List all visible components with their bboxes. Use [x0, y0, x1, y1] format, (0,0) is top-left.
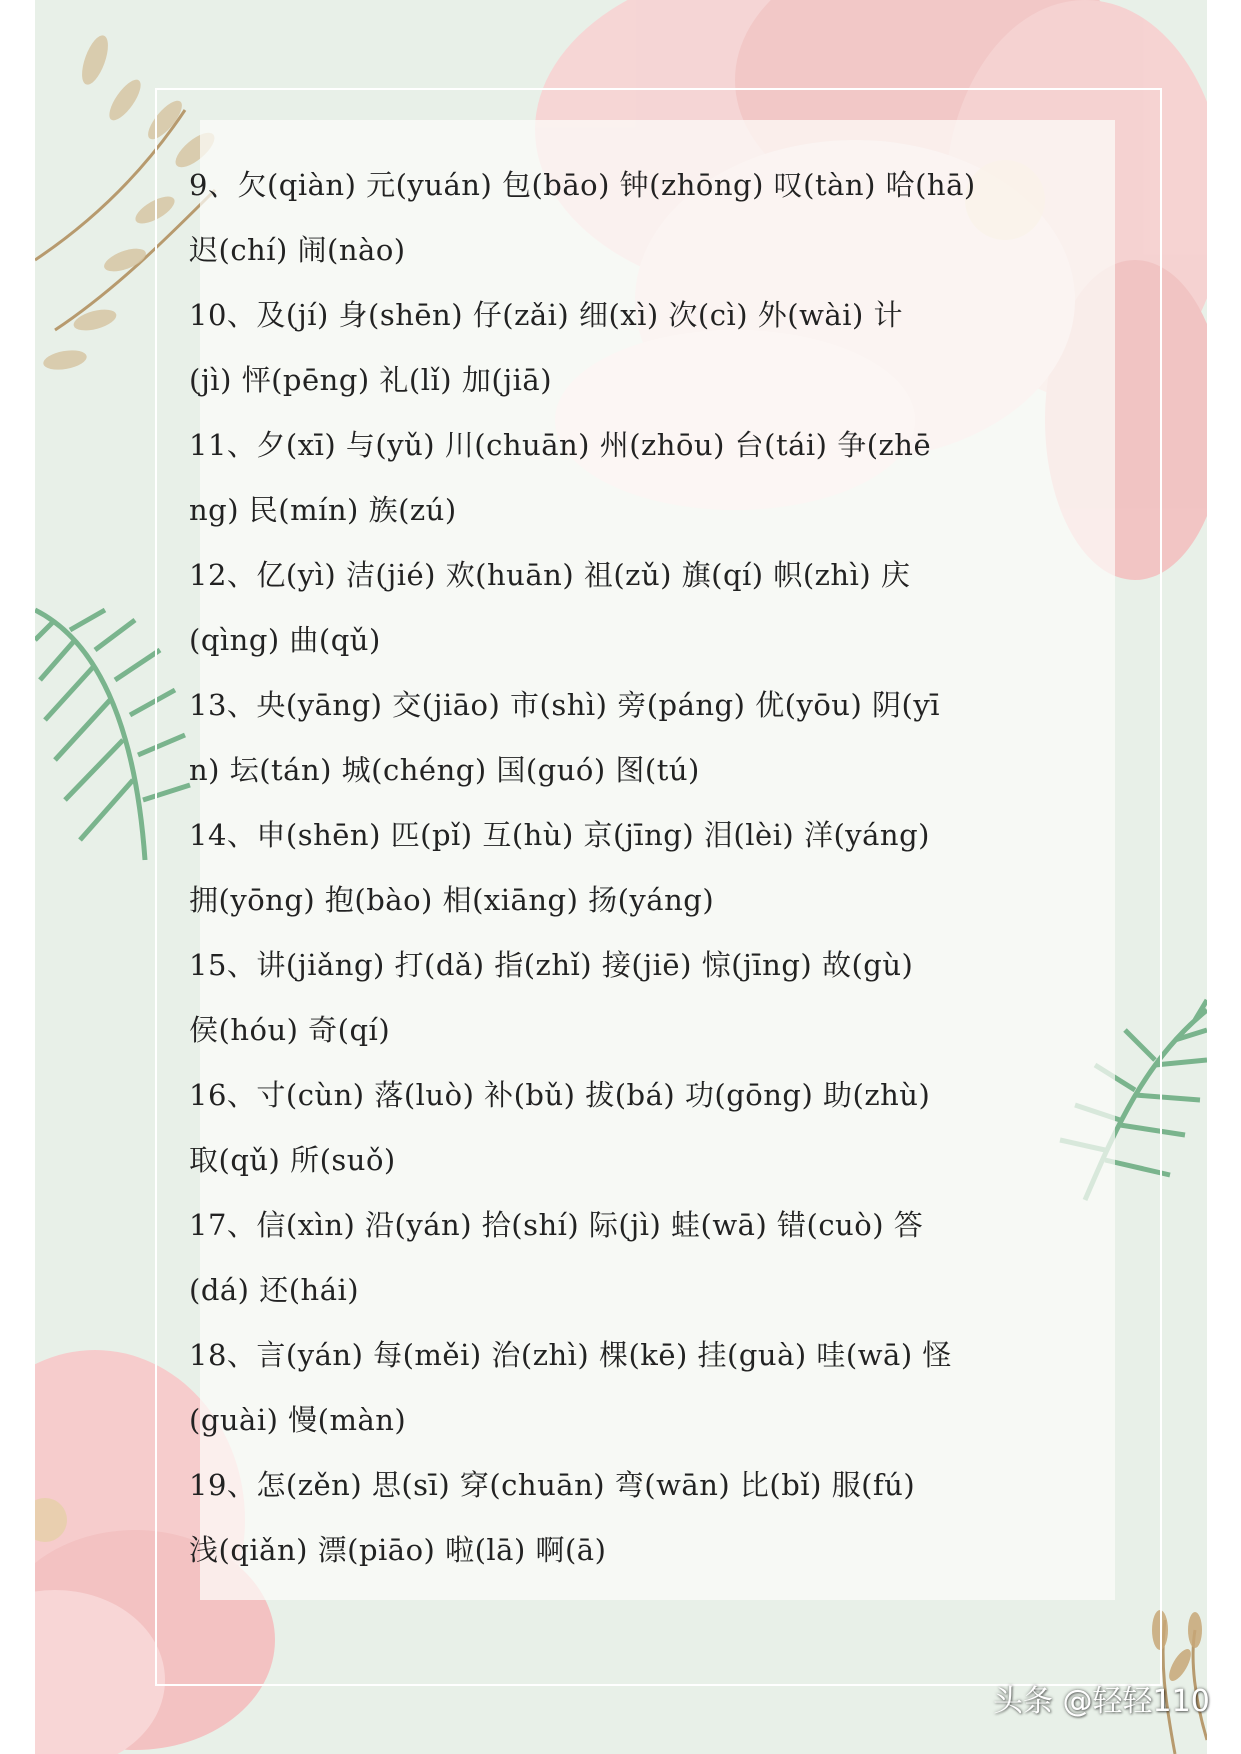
text-line: 浅(qiǎn) 漂(piāo) 啦(lā) 啊(ā)	[189, 1533, 607, 1567]
text-line: n) 坛(tán) 城(chéng) 国(guó) 图(tú)	[189, 753, 700, 787]
text-line: (jì) 怦(pēng) 礼(lǐ) 加(jiā)	[189, 363, 553, 397]
text-line: 17、信(xìn) 沿(yán) 拾(shí) 际(jì) 蛙(wā) 错(cuò) 答	[189, 1208, 924, 1242]
vocabulary-list	[189, 153, 1069, 1583]
text-line: 19、怎(zěn) 思(sī) 穿(chuān) 弯(wān) 比(bǐ) 服(fú)	[189, 1468, 916, 1502]
text-line: 10、及(jí) 身(shēn) 仔(zǎi) 细(xì) 次(cì) 外(wài) 计	[189, 298, 904, 332]
text-line: 侯(hóu) 奇(qí)	[189, 1013, 391, 1047]
text-line: 13、央(yāng) 交(jiāo) 市(shì) 旁(páng) 优(yōu) 阴(yī	[189, 688, 940, 722]
text-line: ng) 民(mín) 族(zú)	[189, 493, 457, 527]
text-line: 18、言(yán) 每(měi) 治(zhì) 棵(kē) 挂(guà) 哇(wā) 怪	[189, 1338, 952, 1372]
text-line: (qìng) 曲(qǔ)	[189, 623, 381, 657]
text-line: 迟(chí) 闹(nào)	[189, 233, 406, 267]
text-line: 12、亿(yì) 洁(jié) 欢(huān) 祖(zǔ) 旗(qí) 帜(zhì) 庆	[189, 558, 911, 592]
text-line: 取(qǔ) 所(suǒ)	[189, 1143, 396, 1177]
text-line: (dá) 还(hái)	[189, 1273, 360, 1307]
text-line: 16、寸(cùn) 落(luò) 补(bǔ) 拔(bá) 功(gōng) 助(zhù)	[189, 1078, 931, 1112]
text-line: 9、欠(qiàn) 元(yuán) 包(bāo) 钟(zhōng) 叹(tàn) 哈(hā)	[189, 168, 976, 202]
text-line: (guài) 慢(màn)	[189, 1403, 407, 1437]
watermark: 头条 @轻轻110	[993, 1684, 1210, 1719]
text-line: 拥(yōng) 抱(bào) 相(xiāng) 扬(yáng)	[189, 883, 715, 917]
text-line: 14、申(shēn) 匹(pǐ) 互(hù) 京(jīng) 泪(lèi) 洋(yáng)	[189, 818, 930, 852]
text-line: 15、讲(jiǎng) 打(dǎ) 指(zhǐ) 接(jiē) 惊(jīng) 故(gù)	[189, 948, 914, 982]
text-line: 11、夕(xī) 与(yǔ) 川(chuān) 州(zhōu) 台(tái) 争(zhē	[189, 428, 932, 462]
